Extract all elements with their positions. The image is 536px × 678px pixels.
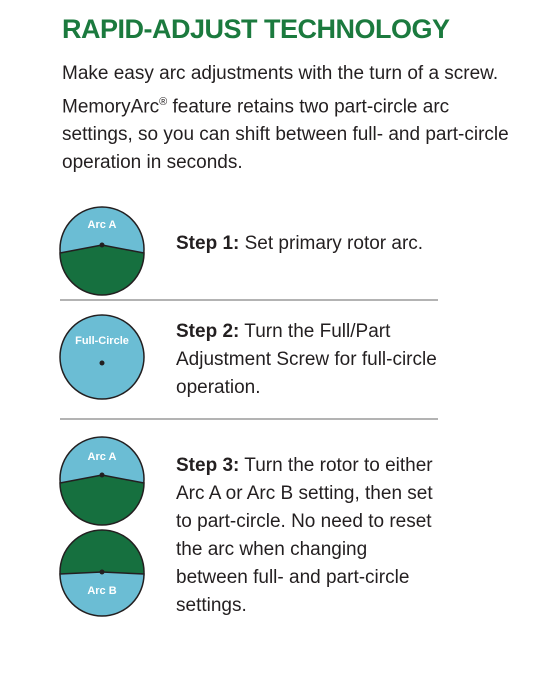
step-1-description: Set primary rotor arc. [239, 233, 424, 254]
step-3-label: Step 3: [176, 455, 240, 476]
registered-mark: ® [159, 96, 168, 108]
step-1-label: Step 1: [176, 233, 240, 254]
step-2-full-circle-dial [58, 313, 146, 401]
step-2-description: Turn the Full/Part Adjustment Screw for full-circle operation. [176, 321, 437, 398]
step-3-arc-b-dial [58, 528, 146, 616]
step-3-arc-a-dial [58, 435, 146, 523]
step-2-label: Step 2: [176, 321, 240, 342]
divider-1 [60, 299, 438, 301]
dial-label-full-circle: Full-Circle [75, 335, 129, 347]
step-1-arc-a-dial [58, 205, 146, 293]
intro-text-before: Make easy arc adjustments with the turn of a screw. MemoryArc [62, 63, 499, 118]
dial-label-arc-a-2: Arc A [87, 451, 117, 463]
step-2-text [176, 318, 456, 402]
intro-text-after: feature retains two part-circle arc settings, so you can shift between full- and part-circle operation in seconds. [62, 96, 509, 174]
step-3-text [176, 452, 436, 620]
page-title: RAPID-ADJUST TECHNOLOGY [62, 14, 450, 44]
divider-2 [60, 418, 438, 420]
dial-label-arc-a: Arc A [87, 219, 117, 231]
intro-paragraph [62, 60, 522, 177]
step-3-description: Turn the rotor to either Arc A or Arc B setting, then set to part-circle. No need to reset the arc when changing between full- and part-circle settings. [176, 455, 433, 616]
dial-label-arc-b: Arc B [87, 585, 117, 597]
step-1-text [176, 230, 476, 258]
